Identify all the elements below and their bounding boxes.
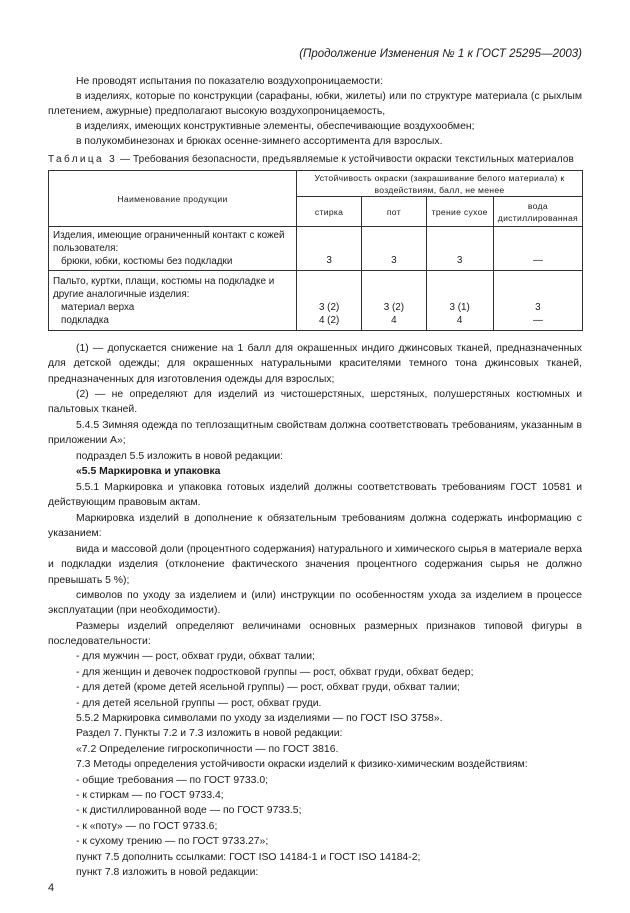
clause-5-4-5: 5.4.5 Зимняя одежда по теплозащитным свойствам должна соответствовать требованиям, указанным в приложении А»; bbox=[48, 420, 582, 447]
header-dry-rub: трение сухое bbox=[426, 197, 493, 227]
clause-7-5: пункт 7.5 дополнить ссылками: ГОСТ ISO 14184-1 и ГОСТ ISO 14184-2; bbox=[76, 852, 421, 863]
list-item: - к сухому трению — по ГОСТ 9733.27»; bbox=[76, 836, 269, 847]
clause-7-3: 7.3 Методы определения устойчивости окраски изделий к физико-химическим воздействиям: bbox=[76, 759, 528, 770]
row1-sweat: 3 bbox=[362, 227, 426, 271]
page-number: 4 bbox=[48, 882, 55, 894]
clause-7-8: пункт 7.8 изложить в новой редакции: bbox=[76, 867, 259, 878]
subsection-instruction: подраздел 5.5 изложить в новой редакции: bbox=[76, 451, 284, 462]
header-product: Наименование продукции bbox=[49, 171, 297, 227]
row2-sweat-lining: 4 bbox=[391, 315, 397, 326]
care-symbols-paragraph: символов по уходу за изделием и (или) инструкции по особенностям ухода за изделием в процессе эксплуатации (при необходимости). bbox=[48, 590, 582, 617]
header-sweat: пот bbox=[362, 197, 426, 227]
table-row bbox=[49, 227, 583, 271]
clause-7-2: «7.2 Определение гигроскопичности — по ГОСТ 3816. bbox=[76, 744, 339, 755]
intro-paragraph-1: Не проводят испытания по показателю воздухопроницаемости: bbox=[76, 76, 383, 87]
row1-water: — bbox=[493, 227, 582, 271]
colorfastness-table bbox=[48, 170, 583, 331]
section-7-instruction: Раздел 7. Пункты 7.2 и 7.3 изложить в новой редакции: bbox=[76, 728, 343, 739]
note-2: (2) — не определяют для изделий из чистошерстяных, шерстяных, полушерстяных костюмных и пальтовых тканей. bbox=[48, 389, 582, 416]
sizes-paragraph: Размеры изделий определяют величинами основных размерных признаков типовой фигуры в последовательности: bbox=[48, 621, 582, 648]
page-header: (Продолжение Изменения № 1 к ГОСТ 25295—2003) bbox=[299, 48, 582, 60]
list-item: - общие требования — по ГОСТ 9733.0; bbox=[76, 775, 269, 786]
row1-item: брюки, юбки, костюмы без подкладки bbox=[61, 256, 233, 267]
table-row bbox=[49, 271, 583, 331]
row1-title: Изделия, имеющие ограниченный контакт с кожей пользователя: bbox=[53, 230, 285, 254]
row2-rub-lining: 4 bbox=[456, 315, 463, 326]
header-wash: стирка bbox=[296, 197, 361, 227]
table-caption-lead: Таблица 3 bbox=[48, 154, 118, 165]
list-item: - для детей (кроме детей ясельной группы) — рост, обхват груди, обхват талии; bbox=[76, 682, 460, 693]
list-item: - для мужчин — рост, обхват груди, обхват талии; bbox=[76, 651, 315, 662]
clause-5-5-1: 5.5.1 Маркировка и упаковка готовых изделий должны соответствовать требованиям ГОСТ 10581 и действующим правовым актам. bbox=[48, 482, 582, 509]
marking-paragraph: Маркировка изделий в дополнение к обязательным требованиям должна содержать информацию с указанием: bbox=[48, 513, 582, 540]
row2-water-lining: — bbox=[532, 315, 543, 326]
row1-rub: 3 bbox=[426, 227, 493, 271]
row2-item-outer: материал верха bbox=[61, 302, 135, 313]
table-caption bbox=[48, 153, 574, 167]
list-item: - для женщин и девочек подростковой группы — рост, обхват груди, обхват бедер; bbox=[76, 667, 474, 678]
header-distilled-water: вода дистиллированная bbox=[493, 197, 582, 227]
list-item: - для детей ясельной группы — рост, обхват груди. bbox=[76, 698, 322, 709]
list-item: - к дистиллированной воде — по ГОСТ 9733.5; bbox=[76, 805, 302, 816]
row2-rub-outer: 3 (1) bbox=[449, 302, 470, 313]
table-caption-text: — Требования безопасности, предъявляемые к устойчивости окраски текстильных материалов bbox=[117, 154, 574, 165]
list-item: - к стиркам — по ГОСТ 9733.4; bbox=[76, 790, 224, 801]
intro-paragraph-4: в полукомбинезонах и брюках осенне-зимнего ассортимента для взрослых. bbox=[76, 136, 443, 147]
row2-wash-outer: 3 (2) bbox=[318, 302, 340, 313]
section-heading-5-5: «5.5 Маркировка и упаковка bbox=[76, 466, 221, 477]
row1-wash: 3 bbox=[296, 227, 361, 271]
note-1: (1) — допускается снижение на 1 балл для окрашенных индиго джинсовых тканей, предназначенных для детской одежды; для окрашенных натуральными красителями темного тона джинсовых тканей, предназначенных для изготовления одежды для взрослых; bbox=[48, 343, 582, 385]
row2-sweat-outer: 3 (2) bbox=[383, 302, 405, 313]
intro-paragraph-3: в изделиях, имеющих конструктивные элементы, обеспечивающие воздухообмен; bbox=[76, 121, 475, 132]
row2-wash-lining: 4 (2) bbox=[318, 315, 340, 326]
row2-item-lining: подкладка bbox=[61, 315, 109, 326]
clause-5-5-2: 5.5.2 Маркировка символами по уходу за изделиями — по ГОСТ ISO 3758». bbox=[76, 713, 443, 724]
row2-title: Пальто, куртки, плащи, костюмы на подкладке и другие аналогичные изделия: bbox=[53, 276, 275, 300]
header-colorfastness-group: Устойчивость окраски (закрашивание белого материала) к воздействиям, балл, не менее bbox=[296, 171, 582, 197]
row2-water-outer: 3 bbox=[535, 302, 541, 313]
list-item: - к «поту» — по ГОСТ 9733.6; bbox=[76, 821, 218, 832]
raw-material-paragraph: вида и массовой доли (процентного содержания) натурального и химического сырья в материале верха и подкладки изделия (отклонение фактического значения процентного содержания сырья не должно превышать 5 %); bbox=[48, 544, 582, 586]
intro-paragraph-2: в изделиях, которые по конструкции (сарафаны, юбки, жилеты) или по структуре материала (с рыхлым плетением, ажурные) предполагают высокую воздухопроницаемость, bbox=[48, 91, 582, 118]
